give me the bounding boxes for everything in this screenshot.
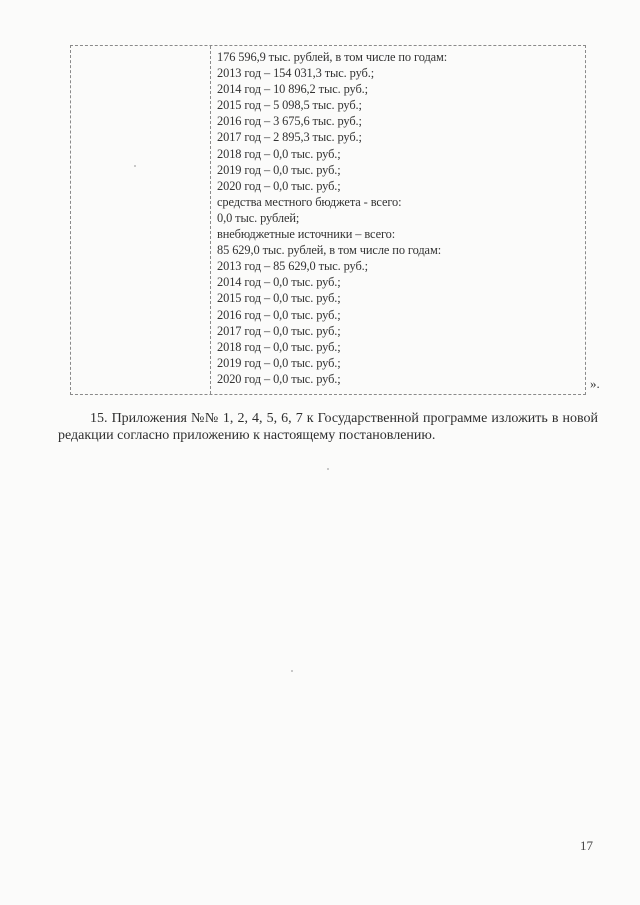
table-line: 0,0 тыс. рублей; <box>217 210 300 225</box>
table-line: 2018 год – 0,0 тыс. руб.; <box>217 146 341 161</box>
table-line: 2017 год – 2 895,3 тыс. руб.; <box>217 130 362 145</box>
table-line: внебюджетные источники – всего: <box>217 227 396 242</box>
table-line: 2015 год – 5 098,5 тыс. руб.; <box>217 98 362 113</box>
scan-speck <box>291 670 293 672</box>
table-line: 176 596,9 тыс. рублей, в том числе по годам: <box>217 50 448 64</box>
table-line: 2014 год – 0,0 тыс. руб.; <box>217 275 341 290</box>
page-number: 17 <box>580 838 593 853</box>
table-line: 2013 год – 154 031,3 тыс. руб.; <box>217 66 375 81</box>
table-line: 2018 год – 0,0 тыс. руб.; <box>217 339 341 354</box>
table-line: 85 629,0 тыс. рублей, в том числе по годам: <box>217 243 442 258</box>
body-paragraph <box>58 410 598 444</box>
funding-table <box>70 45 586 395</box>
table-line: 2015 год – 0,0 тыс. руб.; <box>217 291 341 306</box>
table-line: 2020 год – 0,0 тыс. руб.; <box>217 371 341 386</box>
scan-speck <box>327 468 329 470</box>
table-line: 2017 год – 0,0 тыс. руб.; <box>217 323 341 338</box>
table-column-divider <box>210 46 211 394</box>
table-line: 2020 год – 0,0 тыс. руб.; <box>217 178 341 193</box>
table-line: 2019 год – 0,0 тыс. руб.; <box>217 355 341 370</box>
funding-lines <box>217 49 582 387</box>
table-line: 2016 год – 3 675,6 тыс. руб.; <box>217 114 362 129</box>
table-line: 2014 год – 10 896,2 тыс. руб.; <box>217 82 368 97</box>
paragraph-text: 15. Приложения №№ 1, 2, 4, 5, 6, 7 к Государственной программе изложить в новой редакции согласно приложению к настоящему постановлению. <box>58 411 598 443</box>
scan-speck <box>134 165 136 167</box>
closing-quote: ». <box>590 376 600 391</box>
table-line: 2019 год – 0,0 тыс. руб.; <box>217 162 341 177</box>
table-line: средства местного бюджета - всего: <box>217 194 402 209</box>
table-line: 2013 год – 85 629,0 тыс. руб.; <box>217 259 368 274</box>
table-line: 2016 год – 0,0 тыс. руб.; <box>217 307 341 322</box>
